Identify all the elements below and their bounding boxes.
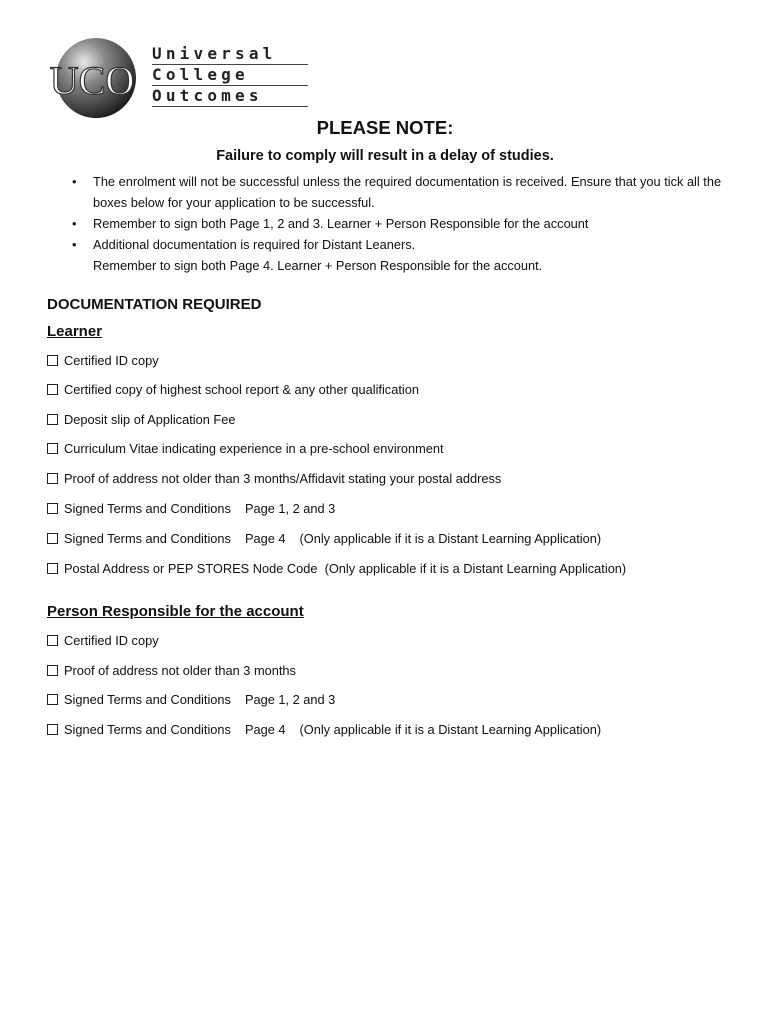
item-label: Signed Terms and Conditions — [64, 531, 231, 546]
person-check-item[interactable] — [47, 633, 159, 648]
checkbox[interactable] — [47, 503, 58, 514]
logo-wordmark — [152, 44, 308, 107]
checkbox[interactable] — [47, 533, 58, 544]
learner-check-item[interactable] — [47, 441, 444, 456]
item-note: (Only applicable if it is a Distant Learning Application) — [299, 722, 602, 737]
bullet-icon: • — [72, 216, 77, 231]
logo-word-3: Outcomes — [152, 86, 308, 107]
checkbox[interactable] — [47, 694, 58, 705]
note-text: Remember to sign both Page 1, 2 and 3. Learner + Person Responsible for the account — [93, 216, 589, 231]
learner-check-item[interactable] — [47, 501, 335, 516]
item-label: Curriculum Vitae indicating experience in a pre-school environment — [64, 441, 444, 456]
person-responsible-heading: Person Responsible for the account — [47, 603, 304, 620]
logo-word-2: College — [152, 65, 308, 86]
logo-word-1: Universal — [152, 44, 308, 65]
item-label: Deposit slip of Application Fee — [64, 412, 236, 427]
item-page: Page 4 — [244, 531, 286, 546]
page-subtitle: Failure to comply will result in a delay of studies. — [216, 148, 554, 164]
item-label: Signed Terms and Conditions — [64, 501, 231, 516]
checkbox[interactable] — [47, 414, 58, 425]
checkbox[interactable] — [47, 473, 58, 484]
note-item — [72, 171, 722, 213]
note-continuation: Remember to sign both Page 4. Learner + Person Responsible for the account. — [93, 258, 543, 273]
item-label: Signed Terms and Conditions — [64, 692, 231, 707]
item-label: Postal Address or PEP STORES Node Code — [64, 561, 318, 576]
bullet-icon: • — [72, 174, 77, 189]
checkbox[interactable] — [47, 724, 58, 735]
item-label: Certified ID copy — [64, 633, 159, 648]
learner-check-item[interactable] — [47, 353, 159, 368]
item-page: Page 1, 2 and 3 — [244, 692, 336, 707]
checkbox[interactable] — [47, 384, 58, 395]
item-note: (Only applicable if it is a Distant Learning Application) — [299, 531, 602, 546]
learner-check-item[interactable] — [47, 471, 501, 486]
logo-monogram: UCO — [49, 58, 135, 103]
learner-heading: Learner — [47, 323, 103, 340]
checkbox[interactable] — [47, 355, 58, 366]
checkbox[interactable] — [47, 563, 58, 574]
item-note: (Only applicable if it is a Distant Learning Application) — [324, 561, 627, 576]
page-title: PLEASE NOTE: — [316, 117, 454, 138]
note-text: The enrolment will not be successful unless the required documentation is received. Ensure that you tick all the boxes below for your application to be successful. — [93, 174, 722, 210]
learner-check-item[interactable] — [47, 382, 419, 397]
learner-check-item[interactable] — [47, 412, 235, 427]
checkbox[interactable] — [47, 635, 58, 646]
person-check-item[interactable] — [47, 722, 601, 737]
learner-check-item[interactable] — [47, 561, 626, 576]
item-label: Proof of address not older than 3 months/Affidavit stating your postal address — [64, 471, 502, 486]
item-label: Proof of address not older than 3 months — [64, 663, 296, 678]
item-page: Page 1, 2 and 3 — [244, 501, 336, 516]
note-item — [72, 234, 722, 276]
person-check-item[interactable] — [47, 663, 296, 678]
checkbox[interactable] — [47, 443, 58, 454]
checkbox[interactable] — [47, 665, 58, 676]
bullet-icon: • — [72, 237, 77, 252]
item-label: Signed Terms and Conditions — [64, 722, 231, 737]
learner-check-item[interactable] — [47, 531, 601, 546]
note-item — [72, 213, 722, 234]
note-text: Additional documentation is required for Distant Leaners. — [93, 237, 416, 252]
documentation-heading: DOCUMENTATION REQUIRED — [47, 296, 262, 313]
item-label: Certified ID copy — [64, 353, 159, 368]
item-page: Page 4 — [244, 722, 286, 737]
notes-list — [72, 171, 722, 276]
person-check-item[interactable] — [47, 692, 335, 707]
item-label: Certified copy of highest school report & any other qualification — [64, 382, 419, 397]
